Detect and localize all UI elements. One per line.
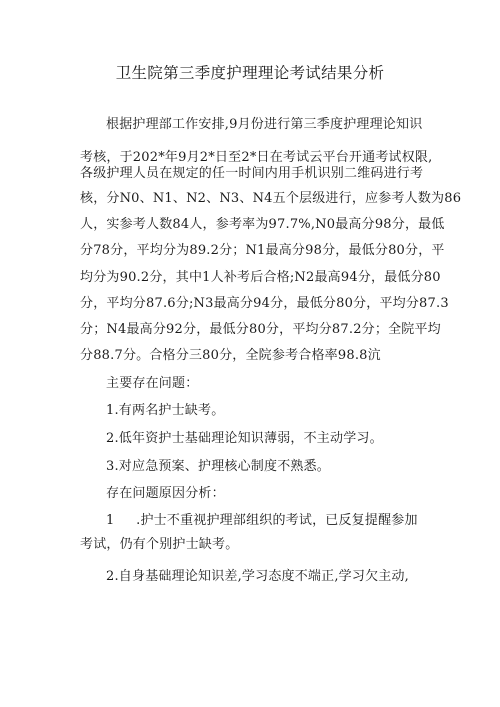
paragraph-line: 均分为90.2分，其中1人补考后合格;N2最高94分，最低分80 [80,270,441,285]
paragraph-line: 考试，仍有个别护士缺考。 [80,537,239,552]
section-heading: 主要存在问题： [106,376,199,391]
document-title: 卫生院第三季度护理理论考试结果分析 [115,64,385,82]
list-item: 1.有两名护士缺考。 [106,403,225,418]
paragraph-line: 分；N4最高分92分，最低分80分，平均分87.2分；全院平均 [80,322,441,337]
list-item: 2.自身基础理论知识差,学习态度不端正,学习欠主动, [106,569,410,584]
list-item: 3.对应急预案、护理核心制度不熟悉。 [106,459,331,474]
list-item: 1 .护士不重视护理部组织的考试，已反复提醒参加 [106,513,418,528]
paragraph-line: 分，平均分87.6分;N3最高分94分，最低分80分，平均分87.3 [80,296,449,311]
section-heading: 存在问题原因分析： [106,486,225,501]
paragraph-line: 考核，于202*年9月2*日至2*日在考试云平台开通考试权限, [80,150,433,165]
paragraph-line: 核，分N0、N1、N2、N3、N4五个层级进行，应参考人数为86 [80,191,462,206]
paragraph-line: 各级护理人员在规定的任一时间内用手机识别二维码进行考 [80,166,424,181]
paragraph-line: 根据护理部工作安排,9月份进行第三季度护理理论知识 [106,117,423,132]
list-item: 2.低年资护士基础理论知识薄弱，不主动学习。 [106,431,383,446]
paragraph-line: 分78分，平均分为89.2分；N1最高分98分，最低分80分，平 [80,243,445,258]
paragraph-line: 人，实参考人数84人，参考率为97.7%,N0最高分98分，最低 [80,217,445,232]
paragraph-line: 分88.7分。合格分三80分，全院参考合格率98.8沆 [80,348,381,363]
